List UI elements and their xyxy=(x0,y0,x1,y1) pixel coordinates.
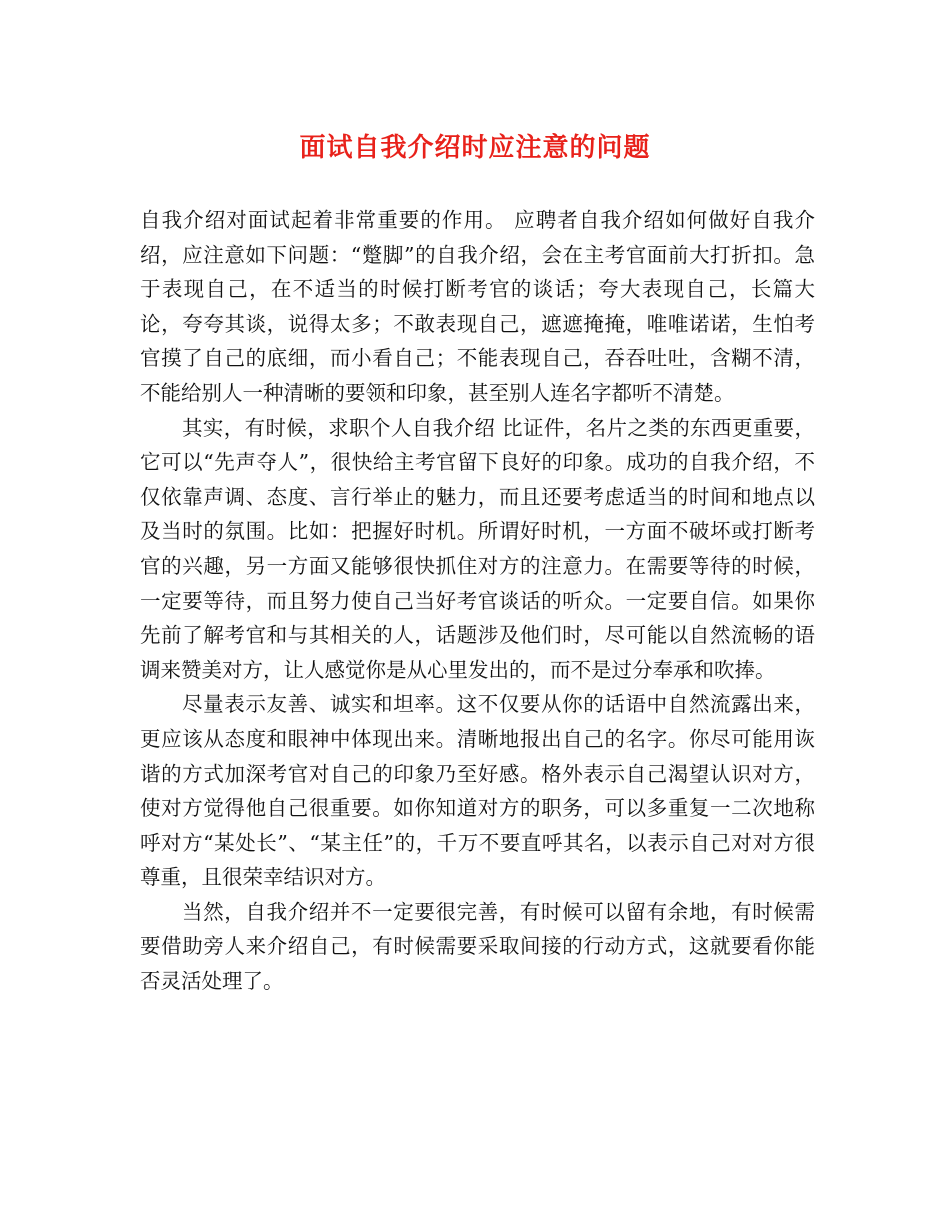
paragraph-flexibility: 当然，自我介绍并不一定要很完善，有时候可以留有余地，有时候需要借助旁人来介绍自己，有时候需要采取间接的行动方式，这就要看你能否灵活处理了。 xyxy=(140,899,815,994)
document-title: 面试自我介绍时应注意的问题 xyxy=(299,133,651,163)
document-body xyxy=(140,203,815,999)
paragraph-sincerity: 尽量表示友善、诚实和坦率。这不仅要从你的话语中自然流露出来，更应该从态度和眼神中体现出来。清晰地报出自己的名字。你尽可能用诙谐的方式加深考官对自己的印象乃至好感。格外表示自己渴望认识对方，使对方觉得他自己很重要。如你知道对方的职务，可以多重复一二次地称呼对方“某处长”、“某主任”的，千万不要直呼其名，以表示自己对对方很尊重，且很荣幸结识对方。 xyxy=(140,692,815,890)
paragraph-timing: 其实，有时候，求职个人自我介绍 比证件，名片之类的东西更重要，它可以“先声夺人”，很快给主考官留下良好的印象。成功的自我介绍，不仅依靠声调、态度、言行举止的魅力，而且还要考虑适当的时间和地点以及当时的氛围。比如：把握好时机。所谓好时机，一方面不破坏或打断考官的兴趣，另一方面又能够很快抓住对方的注意力。在需要等待的时候，一定要等待，而且努力使自己当好考官谈话的听众。一定要自信。如果你先前了解考官和与其相关的人，话题涉及他们时，尽可能以自然流畅的语调来赞美对方，让人感觉你是从心里发出的，而不是过分奉承和吹捧。 xyxy=(140,415,815,682)
paragraph-intro: 自我介绍对面试起着非常重要的作用。 应聘者自我介绍如何做好自我介绍，应注意如下问题：“蹩脚”的自我介绍，会在主考官面前大打折扣。急于表现自己，在不适当的时候打断考官的谈话；夸大表现自己，长篇大论，夸夸其谈，说得太多；不敢表现自己，遮遮掩掩，唯唯诺诺，生怕考官摸了自己的底细，而小看自己；不能表现自己，吞吞吐吐，含糊不清，不能给别人一种清晰的要领和印象，甚至别人连名字都听不清楚。 xyxy=(140,208,815,405)
